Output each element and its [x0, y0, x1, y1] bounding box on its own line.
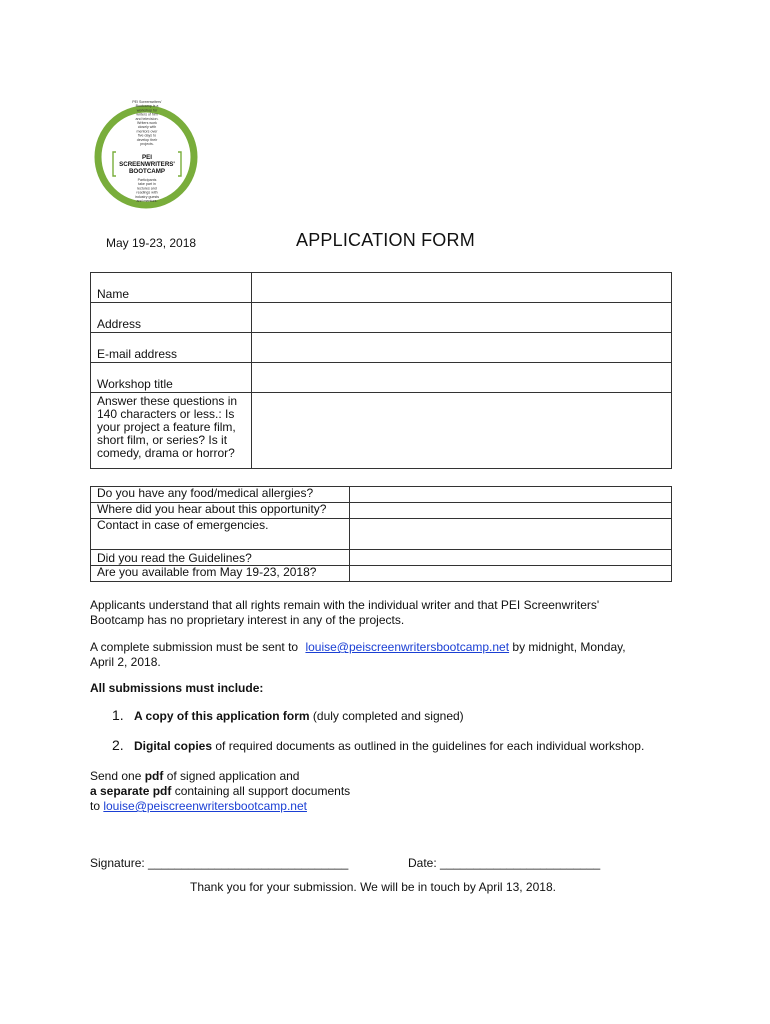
include-heading: All submissions must include: [90, 681, 264, 695]
item2-bold-text: Digital copies [134, 739, 213, 753]
applicant-info-table [90, 272, 672, 469]
item2-rest-text: of required documents as outlined in the guidelines for each individual workshop. [212, 739, 645, 753]
table-row [91, 519, 672, 550]
table-row [91, 487, 672, 503]
list-number: 2. [112, 737, 124, 753]
guidelines-label: Did you read the Guidelines? [91, 550, 350, 566]
project-questions-label: Answer these questions in 140 characters or less.: Is your project a feature film, short film, or series? Is it comedy, drama or horror? [91, 393, 252, 469]
table-row [91, 503, 672, 519]
table-row [91, 363, 672, 393]
logo-tiny-text-line: and television. [135, 116, 159, 121]
rights-paragraph [90, 598, 680, 628]
table-row [91, 393, 672, 469]
name-label: Name [91, 273, 252, 303]
logo-tiny-text-line: closely with [137, 125, 157, 130]
submission-line-2: April 2, 2018. [90, 655, 161, 669]
send-line-3 [90, 799, 680, 814]
logo-tiny-text-line: five days to [137, 133, 157, 138]
logo-tiny-text-line: mentors over [136, 129, 158, 134]
name-field[interactable] [252, 273, 672, 303]
page-title: APPLICATION FORM [296, 230, 475, 250]
send-text: Send one [90, 769, 145, 783]
pdf-bold: pdf [144, 769, 164, 783]
logo-tiny-text-top [132, 100, 162, 146]
submission-line-1 [90, 640, 680, 655]
submission-suffix: by midnight, Monday, [509, 640, 626, 654]
address-field[interactable] [252, 303, 672, 333]
logo-tiny-text-line: lectures and [137, 186, 157, 191]
logo-tiny-text-line: Bootcamp is a [135, 104, 159, 109]
referral-source-field[interactable] [350, 503, 672, 519]
logo-tiny-text-line: Writers work [137, 121, 157, 125]
logo-bracket-left [113, 152, 116, 176]
send-paragraph [90, 769, 680, 814]
logo-tiny-text-line: develop their [136, 137, 158, 142]
rights-line-1: Applicants understand that all rights remain with the individual writer and that PEI Screenwriters' [90, 598, 600, 612]
send-line-1 [90, 769, 680, 784]
availability-field[interactable] [350, 566, 672, 582]
signature-label: Signature: [90, 856, 149, 870]
table-row [91, 273, 672, 303]
logo-tiny-text-line: projects. [140, 142, 154, 146]
send-line-2 [90, 784, 680, 799]
logo-tiny-text-line: writers of film [136, 112, 158, 117]
bootcamp-logo [94, 95, 202, 213]
logo-tiny-text-line: PEI Screenwriters' [132, 100, 162, 104]
thank-you-note: Thank you for your submission. We will be in touch by April 13, 2018. [190, 880, 556, 894]
email-label: E-mail address [91, 333, 252, 363]
logo-bracket-right [178, 152, 181, 176]
logo-emblem [94, 95, 202, 213]
workshop-title-label: Workshop title [91, 363, 252, 393]
table-row [91, 566, 672, 582]
logo-name-line3: BOOTCAMP [128, 168, 166, 175]
send-email-link[interactable]: louise@peiscreenwritersbootcamp.net [103, 799, 307, 813]
date-line: ________________________ [440, 856, 601, 870]
logo-name-line1: PEI [142, 154, 152, 161]
logo-tiny-text-line: workshop for [136, 108, 158, 113]
table-row [91, 303, 672, 333]
send-text: containing all support documents [171, 784, 351, 798]
email-field[interactable] [252, 333, 672, 363]
send-text: to [90, 799, 104, 813]
allergies-field[interactable] [350, 487, 672, 503]
logo-tiny-text-line: Participants [137, 178, 157, 182]
date-label: Date: [408, 856, 441, 870]
availability-label: Are you available from May 19-23, 2018? [91, 566, 350, 582]
address-label: Address [91, 303, 252, 333]
logo-tiny-text-bottom [135, 178, 159, 203]
rights-line-2: Bootcamp has no proprietary interest in any of the projects. [90, 613, 405, 627]
guidelines-field[interactable] [350, 550, 672, 566]
list-item [112, 737, 644, 753]
referral-source-label: Where did you hear about this opportunity? [91, 503, 350, 519]
item1-rest-text: (duly completed and signed) [309, 709, 464, 723]
table-row [91, 550, 672, 566]
signature-field[interactable] [90, 856, 348, 870]
logo-tiny-text-line: industry guests [134, 194, 160, 199]
event-dates: May 19-23, 2018 [106, 236, 197, 250]
separate-pdf-bold: a separate pdf [90, 784, 172, 798]
logo-tiny-text-line: readings with [136, 190, 158, 195]
logo-name-line2: SCREENWRITERS' [119, 161, 175, 168]
project-questions-field[interactable] [252, 393, 672, 469]
logo-tiny-text-line: and mentors. [136, 199, 158, 203]
signature-line: ______________________________ [148, 856, 349, 870]
date-field[interactable] [408, 856, 600, 870]
submission-email-link[interactable]: louise@peiscreenwritersbootcamp.net [305, 640, 510, 654]
emergency-contact-label: Contact in case of emergencies. [91, 519, 350, 550]
item1-bold-text: A copy of this application form [134, 709, 310, 723]
table-row [91, 333, 672, 363]
logo-tiny-text-line: take part in [138, 182, 156, 187]
submission-paragraph [90, 640, 680, 670]
list-item [112, 707, 464, 723]
workshop-title-field[interactable] [252, 363, 672, 393]
additional-questions-table [90, 486, 672, 582]
emergency-contact-field[interactable] [350, 519, 672, 550]
allergies-label: Do you have any food/medical allergies? [91, 487, 350, 503]
send-text: of signed application and [163, 769, 300, 783]
submission-prefix: A complete submission must be sent to [90, 640, 302, 654]
list-number: 1. [112, 707, 124, 723]
